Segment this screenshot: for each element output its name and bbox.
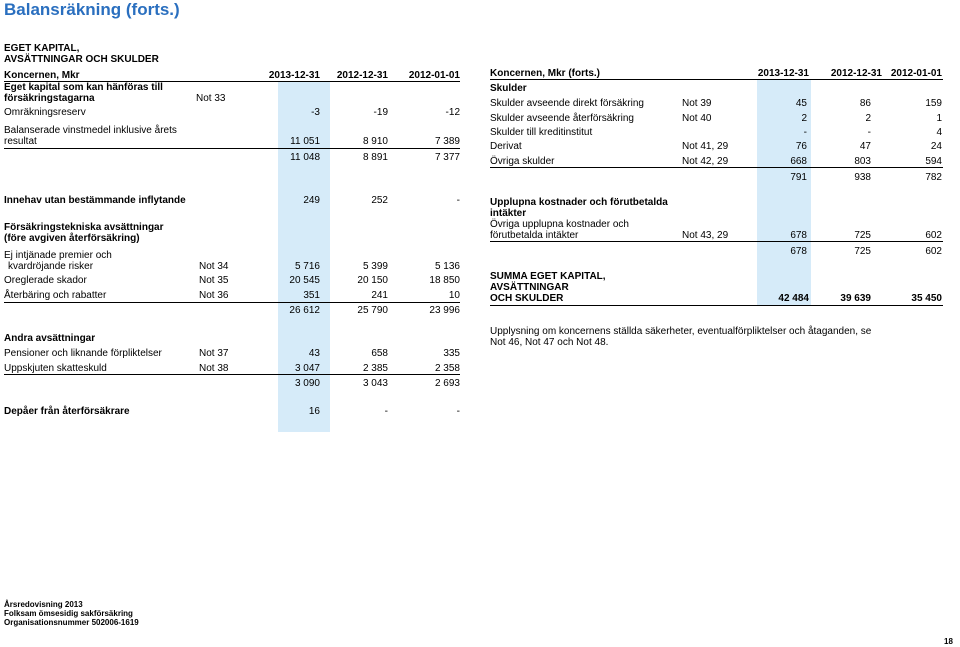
section-title-line1: EGET KAPITAL, — [4, 43, 80, 54]
summa-2013: 42 484 — [778, 293, 809, 304]
skulder-row-note: Not 41, 29 — [682, 141, 729, 152]
summa-2012: 39 639 — [840, 293, 871, 304]
right-header-col-2012: 2012-12-31 — [830, 68, 882, 79]
balanserade-label-line1: Balanserade vinstmedel inklusive årets — [4, 125, 177, 136]
skulder-row-2012: - — [867, 127, 871, 138]
pensioner-note: Not 37 — [199, 348, 229, 359]
innehav-2012-01: - — [456, 195, 460, 206]
fta-label-line1: Försäkringstekniska avsättningar — [4, 222, 164, 233]
balanserade-label-line2: resultat — [4, 136, 37, 147]
eget-kapital-note: Not 33 — [196, 93, 226, 104]
sum2-rule — [4, 302, 460, 303]
uppskjuten-note: Not 38 — [199, 363, 229, 374]
pensioner-2012: 658 — [371, 348, 388, 359]
sum1-2012-01: 7 377 — [434, 152, 460, 163]
upplupna-label-line2: intäkter — [490, 208, 527, 219]
skulder-row-label: Derivat — [490, 141, 522, 152]
omrakning-2013: -3 — [311, 107, 320, 118]
innehav-2012: 252 — [371, 195, 388, 206]
skulder-row-2012-01: 4 — [936, 127, 942, 138]
uppskjuten-2012: 2 385 — [362, 363, 388, 374]
ovriga-upplupna-note: Not 43, 29 — [682, 230, 729, 241]
skulder-row-label: Skulder avseende direkt försäkring — [490, 98, 644, 109]
right-header-label: Koncernen, Mkr (forts.) — [490, 68, 601, 79]
oreglerade-2013: 20 545 — [289, 275, 320, 286]
right-sum1-2013: 791 — [790, 172, 807, 183]
ej-intjanade-2012: 5 399 — [362, 261, 388, 272]
skulder-row-note: Not 39 — [682, 98, 712, 109]
sum3-2012: 3 043 — [362, 378, 388, 389]
skulder-row-2012-01: 24 — [930, 141, 942, 152]
balanserade-2012: 8 910 — [362, 136, 388, 147]
sum1-rule — [4, 148, 460, 149]
depaer-2012-01: - — [456, 406, 460, 417]
sum3-2012-01: 2 693 — [434, 378, 460, 389]
right-sum2-2012: 725 — [854, 246, 871, 257]
right-sum1-rule — [490, 167, 943, 168]
aterbaring-2012: 241 — [371, 290, 388, 301]
page-number: 18 — [944, 637, 953, 646]
oreglerade-note: Not 35 — [199, 275, 229, 286]
skulder-row-2013: 2 — [801, 113, 807, 124]
depaer-2012: - — [384, 406, 388, 417]
page-title: Balansräkning (forts.) — [4, 0, 180, 19]
skulder-row-label: Skulder till kreditinstitut — [490, 127, 593, 138]
sum1-2013: 11 048 — [290, 152, 320, 163]
footer-report-title: Årsredovisning 2013 — [4, 600, 83, 609]
andra-avsattningar-label: Andra avsättningar — [4, 333, 96, 344]
ej-intjanade-label-line1: Ej intjänade premier och — [4, 250, 112, 261]
pensioner-2013: 43 — [308, 348, 320, 359]
ej-intjanade-2013: 5 716 — [294, 261, 320, 272]
ovriga-upplupna-2012-01: 602 — [925, 230, 942, 241]
depaer-label: Depåer från återförsäkrare — [4, 406, 130, 417]
skulder-row-label: Övriga skulder — [490, 156, 555, 167]
right-header-rule — [490, 79, 943, 80]
right-header-col-2012-01: 2012-01-01 — [890, 68, 942, 79]
skulder-row-2012-01: 1 — [936, 113, 942, 124]
left-header-col-2012: 2012-12-31 — [336, 70, 388, 81]
skulder-row-note: Not 42, 29 — [682, 156, 729, 167]
skulder-row-2012: 47 — [859, 141, 871, 152]
balanserade-2012-01: 7 389 — [434, 136, 460, 147]
sum2-2012: 25 790 — [357, 305, 388, 316]
depaer-2013: 16 — [308, 406, 320, 417]
right-sum2-rule — [490, 241, 943, 242]
right-sum1-2012: 938 — [854, 172, 871, 183]
balanserade-2013: 11 051 — [290, 136, 320, 147]
ovriga-upplupna-label-line2: förutbetalda intäkter — [490, 230, 579, 241]
right-sum2-2012-01: 602 — [925, 246, 942, 257]
sum2-2013: 26 612 — [289, 305, 320, 316]
aterbaring-label: Återbäring och rabatter — [4, 290, 107, 301]
skulder-row-2012-01: 159 — [925, 98, 942, 109]
pensioner-label: Pensioner och liknande förpliktelser — [4, 348, 162, 359]
innehav-label: Innehav utan bestämmande inflytande — [4, 195, 186, 206]
right-sum2-2013: 678 — [790, 246, 807, 257]
skulder-row-2013: 668 — [790, 156, 807, 167]
ej-intjanade-note: Not 34 — [199, 261, 229, 272]
summa-2012-01: 35 450 — [911, 293, 942, 304]
uppskjuten-label: Uppskjuten skatteskuld — [4, 363, 107, 374]
footer-company-name: Folksam ömsesidig sakförsäkring — [4, 609, 133, 618]
upplysning-note-line1: Upplysning om koncernens ställda säkerheter, eventualförpliktelser och åtaganden, se — [490, 326, 872, 337]
eget-kapital-label-line1: Eget kapital som kan hänföras till — [4, 82, 163, 93]
oreglerade-label: Oreglerade skador — [4, 275, 87, 286]
skulder-row-2012: 803 — [854, 156, 871, 167]
footer-org-number: Organisationsnummer 502006-1619 — [4, 618, 139, 627]
aterbaring-2013: 351 — [303, 290, 320, 301]
ej-intjanade-2012-01: 5 136 — [434, 261, 460, 272]
summa-label-line1: SUMMA EGET KAPITAL, — [490, 271, 606, 282]
summa-rule — [490, 305, 943, 306]
right-header-col-2013: 2013-12-31 — [757, 68, 809, 79]
right-sum1-2012-01: 782 — [925, 172, 942, 183]
left-header-col-2013: 2013-12-31 — [268, 70, 320, 81]
omrakning-label: Omräkningsreserv — [4, 107, 86, 118]
omrakning-2012: -19 — [373, 107, 388, 118]
left-header-col-2012-01: 2012-01-01 — [408, 70, 460, 81]
ovriga-upplupna-2012: 725 — [854, 230, 871, 241]
innehav-2013: 249 — [303, 195, 320, 206]
section-title-line2: AVSÄTTNINGAR OCH SKULDER — [4, 54, 159, 65]
oreglerade-2012-01: 18 850 — [429, 275, 460, 286]
skulder-row-2013: 76 — [795, 141, 807, 152]
sum2-2012-01: 23 996 — [429, 305, 460, 316]
skulder-row-2012: 86 — [859, 98, 871, 109]
summa-label-line3: OCH SKULDER — [490, 293, 564, 304]
upplysning-note-line2: Not 46, Not 47 och Not 48. — [490, 337, 609, 348]
left-header-label: Koncernen, Mkr — [4, 70, 80, 81]
skulder-row-note: Not 40 — [682, 113, 712, 124]
sum1-2012: 8 891 — [362, 152, 388, 163]
fta-label-line2: (före avgiven återförsäkring) — [4, 233, 140, 244]
omrakning-2012-01: -12 — [445, 107, 460, 118]
ej-intjanade-label-line2: kvardröjande risker — [8, 261, 94, 272]
oreglerade-2012: 20 150 — [357, 275, 388, 286]
ovriga-upplupna-2013: 678 — [790, 230, 807, 241]
skulder-row-2013: 45 — [795, 98, 807, 109]
summa-label-line2: AVSÄTTNINGAR — [490, 282, 569, 293]
skulder-row-2013: - — [803, 127, 807, 138]
sum3-rule — [4, 374, 460, 375]
ovriga-upplupna-label-line1: Övriga upplupna kostnader och — [490, 219, 629, 230]
skulder-row-2012: 2 — [865, 113, 871, 124]
pensioner-2012-01: 335 — [443, 348, 460, 359]
uppskjuten-2013: 3 047 — [294, 363, 320, 374]
skulder-row-2012-01: 594 — [925, 156, 942, 167]
skulder-row-label: Skulder avseende återförsäkring — [490, 113, 634, 124]
sum3-2013: 3 090 — [294, 378, 320, 389]
aterbaring-2012-01: 10 — [448, 290, 460, 301]
uppskjuten-2012-01: 2 358 — [434, 363, 460, 374]
upplupna-label-line1: Upplupna kostnader och förutbetalda — [490, 197, 668, 208]
skulder-heading: Skulder — [490, 83, 527, 94]
eget-kapital-label-line2: försäkringstagarna — [4, 93, 95, 104]
aterbaring-note: Not 36 — [199, 290, 229, 301]
